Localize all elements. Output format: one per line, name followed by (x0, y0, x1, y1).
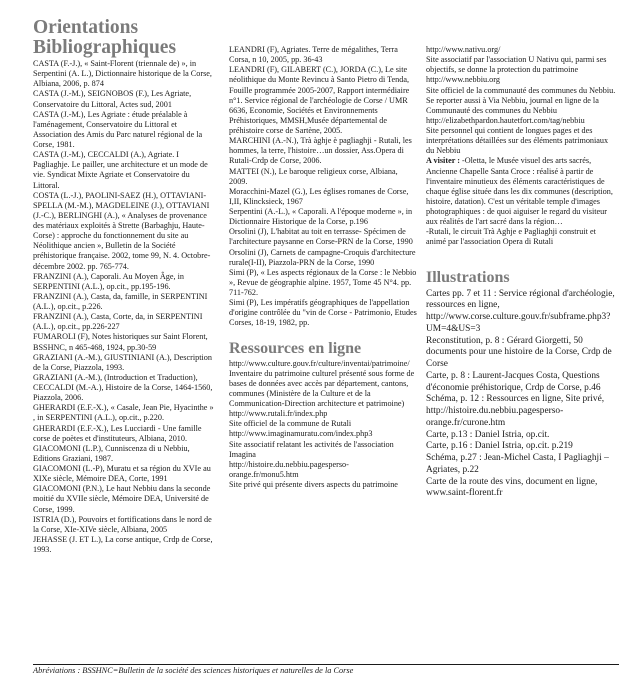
column-2 (229, 45, 417, 490)
resource-link[interactable]: http://www.nebbiu.org (426, 75, 500, 85)
resource-link[interactable]: http://www.nativu.org/ (426, 45, 501, 54)
column-3 (426, 45, 616, 500)
biblio-entry: LEANDRI (F), GILABERT (C.), JORDA (C.), Le site néolithique du Monte Revincu à Santo Pietro di Tenda, Fouille programmée 2005-2007, Rapport intermédiaire n°1. Service régional de l'archéologie de Corse / UMR 6636, Economie, Sociétés et Environnements Préhistoriques, MMSH,Musée départemental de préhistoire corse de Sartène, 2005. (229, 65, 410, 135)
illustration-credit: Carte, p.13 : Daniel Istria, op.cit. (426, 429, 550, 440)
biblio-entry: Moracchini-Mazel (G.), Les églises romanes de Corse, I,II, Klincksieck, 1967 (229, 186, 409, 206)
resource-description: Site privé qui présente divers aspects du patrimoine (229, 480, 398, 489)
resource-link[interactable]: http://www.imaginamuratu.com/index.php3 (229, 429, 373, 439)
resource-description: Site officiel de la commune de Rutali (229, 419, 352, 429)
biblio-entry: FRANZINI (A.), Casta, Corte, da, in SERPENTINI (A.L.), op.cit., pp.226-227 (33, 312, 203, 332)
biblio-entry: ISTRIA (D.), Pouvoirs et fortifications dans le nord de la Corse, XIe-XIVe siècle, Albiana, 2005 (33, 514, 212, 534)
orientations-title: Orientations Bibliographiques (33, 17, 177, 58)
illustration-credit: Carte, p. 8 : Laurent-Jacques Costa, Questions d'économie préhistorique, Crdp de Corse, p.46 (426, 370, 601, 393)
visit-paragraph (426, 156, 616, 227)
biblio-entry: JEHASSE (J. ET L.), La corse antique, Crdp de Corse, 1993. (33, 534, 213, 554)
biblio-entry: Orsolini (J), L'habitat au toit en terrasse- Spécimen de l'architecture paysanne en Corse-PRN de la Corse, 1990 (229, 227, 413, 247)
biblio-entry: CASTA (J.-M.), SEIGNOBOS (F.), Les Agriate, Conservatoire du Littoral, Actes sud, 2001 (33, 89, 192, 109)
illustration-credit: Schéma, p. 12 : Ressources en ligne, Site privé, http://histoire.du.nebbiu.pagesperso-orange.fr/curone.htm (426, 394, 605, 428)
biblio-entry: CASTA (F.-J.), « Saint-Florent (triennale de) », in Serpentini (A. L.), Dictionnaire historique de la Corse, Albiana, 2006, p. 874 (33, 59, 212, 89)
illustration-credit: Reconstitution, p. 8 : Gérard Giorgetti, 50 documents pour une histoire de la Corse, Crdp de Corse (426, 335, 612, 369)
visit-text: -Oletta, le Musée visuel des arts sacrés, Ancienne Chapelle Santa Croce : réalisé à partir de l'inventaire minutieux des éléments caractéristiques de chaque église située dans les dix communes (description, histoire, datation). C'est un véritable temple d'images photographiques : de quoi aiguiser le regard du visiteur aux réalités de l'art sacré dans la région… (426, 156, 613, 227)
biblio-entry: CASTA (J.-M.), Les Agriate : étude préalable à l'aménagement, Conservatoire du Littoral et Association des Amis du Parc naturel régional de la Corse, 1981. (33, 109, 203, 149)
resources-list-continued (426, 45, 616, 248)
biblio-entry: GIACOMONI (L.P.), Cunniscenza di u Nebbiu, Editions Graziani, 1987. (33, 443, 190, 463)
biblio-entry: Orsolini (J), Carnets de campagne-Croquis d'architecture rurale(I-II), Piazzola-PRN de la Corse, 1990 (229, 247, 416, 267)
visit-label: A visiter : (426, 156, 460, 166)
biblio-entry: GHERARDI (E.F.-X.), Les Lucciardi - Une famille corse de poètes et d'instituteurs, Albiana, 2010. (33, 423, 202, 443)
resource-link[interactable]: http://www.culture.gouv.fr/culture/inventai/patrimoine/ (229, 358, 410, 368)
biblio-entry: GHERARDI (E.F.-X.), « Casale, Jean Pie, Hyacinthe » , in SERPENTINI (A.L.), op.cit., p.220. (33, 403, 214, 423)
resource-description: Inventaire du patrimoine culturel présenté sous forme de bases de données avec accès par département, cantons, communes (Ministère de la Culture et de la Communication-Direction architecture et patrimoine) (229, 368, 415, 408)
resource-description: Site associatif relatant les activités de l'association Imagina (229, 439, 394, 459)
resources-title: Ressources en ligne (229, 339, 362, 357)
illustration-credit: Cartes pp. 7 et 11 : Service régional d'archéologie, ressources en ligne, http://www.corse.culture.gouv.fr/subframe.php3?UM=4&US=3 (426, 288, 615, 334)
biblio-entry: GRAZIANI (A.-M.), GIUSTINIANI (A.), Description de la Corse, Piazzola, 1993. (33, 352, 212, 372)
resource-description: Site associatif par l'association U Nativu qui, parmi ses objectifs, se donne la protection du patrimoine (426, 55, 607, 75)
visit-text-2: -Rutali, le circuit Trà Aghje e Pagliaghji construit et animé par l'association Opera di Rutali (426, 227, 596, 247)
illustrations-list (426, 289, 616, 501)
biblio-entry: GIACOMONI (P.N.), Le haut Nebbiu dans la seconde moitié du XVIIe siècle, Mémoire DEA, Université de Corse, 1999. (33, 484, 211, 514)
bibliography-list (33, 59, 217, 555)
biblio-entry: FRANZINI (A.), Casta, da, famille, in SERPENTINI (A.L.), op.cit., p.226. (33, 291, 208, 311)
biblio-entry: FUMAROLI (F), Notes historiques sur Saint Florent, BSSHNC, n 465-468, 1924, pp.30-59 (33, 332, 208, 352)
biblio-entry: MARCHINI (A.-N.), Trà àghje è pagliaghji - Rutali, les hommes, la terre, l'histoire…un dossier, Ass.Opera di Rutali-Crdp de Corse, 2006. (229, 136, 412, 166)
resources-list (229, 359, 417, 491)
biblio-entry: CASTA (J.-M.), CECCALDI (A.), Agriate. I Pagliaghje. Le pailler, une architecture et un mode de vie. Syndicat Mixte Agriate et Conservatoire du Littoral. (33, 150, 208, 190)
biblio-entry: COSTA (L.-J.), PAOLINI-SAEZ (H.), OTTAVIANI-SPELLA (M.-M.), MAGDELEINE (J.), OTTAVIANI (J.-C.), BERLINGHI (A.), « Analyses de provenance des matériaux exploités à Strette (Barbaghju, Haute-Corse) : approche du fonctionnement du site au Néolithique ancien », Bulletin de la Société préhistorique française. 2002, tome 99, N. 4. Octobre-décembre 2002. pp. 765-774. (33, 190, 211, 271)
illustration-credit: Carte de la route des vins, document en ligne, www.saint-florent.fr (426, 476, 598, 499)
abbreviations-footer: Abréviations : BSSHNC=Bulletin de la société des sciences historiques et naturelles de la Corse (33, 664, 619, 675)
biblio-entry: GRAZIANI (A.-M.), (Introduction et Traduction), CECCALDI (M.-A.), Histoire de la Corse, 1464-1560, Piazzola, 2006. (33, 372, 213, 403)
biblio-entry: Serpentini (A.-L.), « Caporali. A l'époque moderne », in Dictionnaire Historique de la Corse, p.196 (229, 207, 413, 227)
illustrations-title: Illustrations (426, 268, 510, 286)
biblio-entry: Simi (P), Les impératifs géographiques de l'appellation d'origine contrôlée du "vin de Corse - Patrimonio, Etudes Corses, 18-19, 1982, pp. (229, 298, 417, 328)
resource-link[interactable]: http://www.rutali.fr/index.php (229, 409, 328, 419)
resource-description: Site personnel qui contient de longues pages et des interprétations détaillées sur des éléments patrimoniaux du Nebbiu (426, 126, 609, 156)
biblio-entry: FRANZINI (A.), Caporali. Au Moyen Âge, in SERPENTINI (A.L.), op.cit., pp.195-196. (33, 271, 184, 291)
biblio-entry: MATTEI (N.), Le baroque religieux corse, Albiana, 2009. (229, 166, 398, 186)
bibliography-list-continued (229, 45, 417, 329)
biblio-entry: Simi (P), « Les aspects régionaux de la Corse : le Nebbio », Revue de géographie alpine. 1957, Tome 45 N°4. pp. 711-762. (229, 267, 417, 297)
resource-link[interactable]: http://elizabethpardon.hautetfort.com/tag/nebbiu (426, 115, 585, 125)
resource-description: Site officiel de la communauté des communes du Nebbiu. Se reporter aussi à Via Nebbiu, journal en ligne de la Communauté des communes du Nebbiu (426, 85, 616, 115)
column-1 (33, 18, 217, 555)
illustration-credit: Schéma, p.27 : Jean-Michel Casta, I Pagliaghji – Agriates, p.22 (426, 453, 609, 475)
illustration-credit: Carte, p.16 : Daniel Istria, op.cit. p.219 (426, 441, 573, 452)
biblio-entry: LEANDRI (F), Agriates. Terre de mégalithes, Terra Corsa, n 10, 2005, pp. 36-43 (229, 45, 398, 65)
resource-link[interactable]: http://histoire.du.nebbiu.pagesperso-orange.fr/monu5.htm (229, 459, 349, 479)
biblio-entry: GIACOMONI (L.-P), Muratu et sa région du XVIe au XIXe siècle, Mémoire DEA, Corte, 1991 (33, 464, 211, 484)
